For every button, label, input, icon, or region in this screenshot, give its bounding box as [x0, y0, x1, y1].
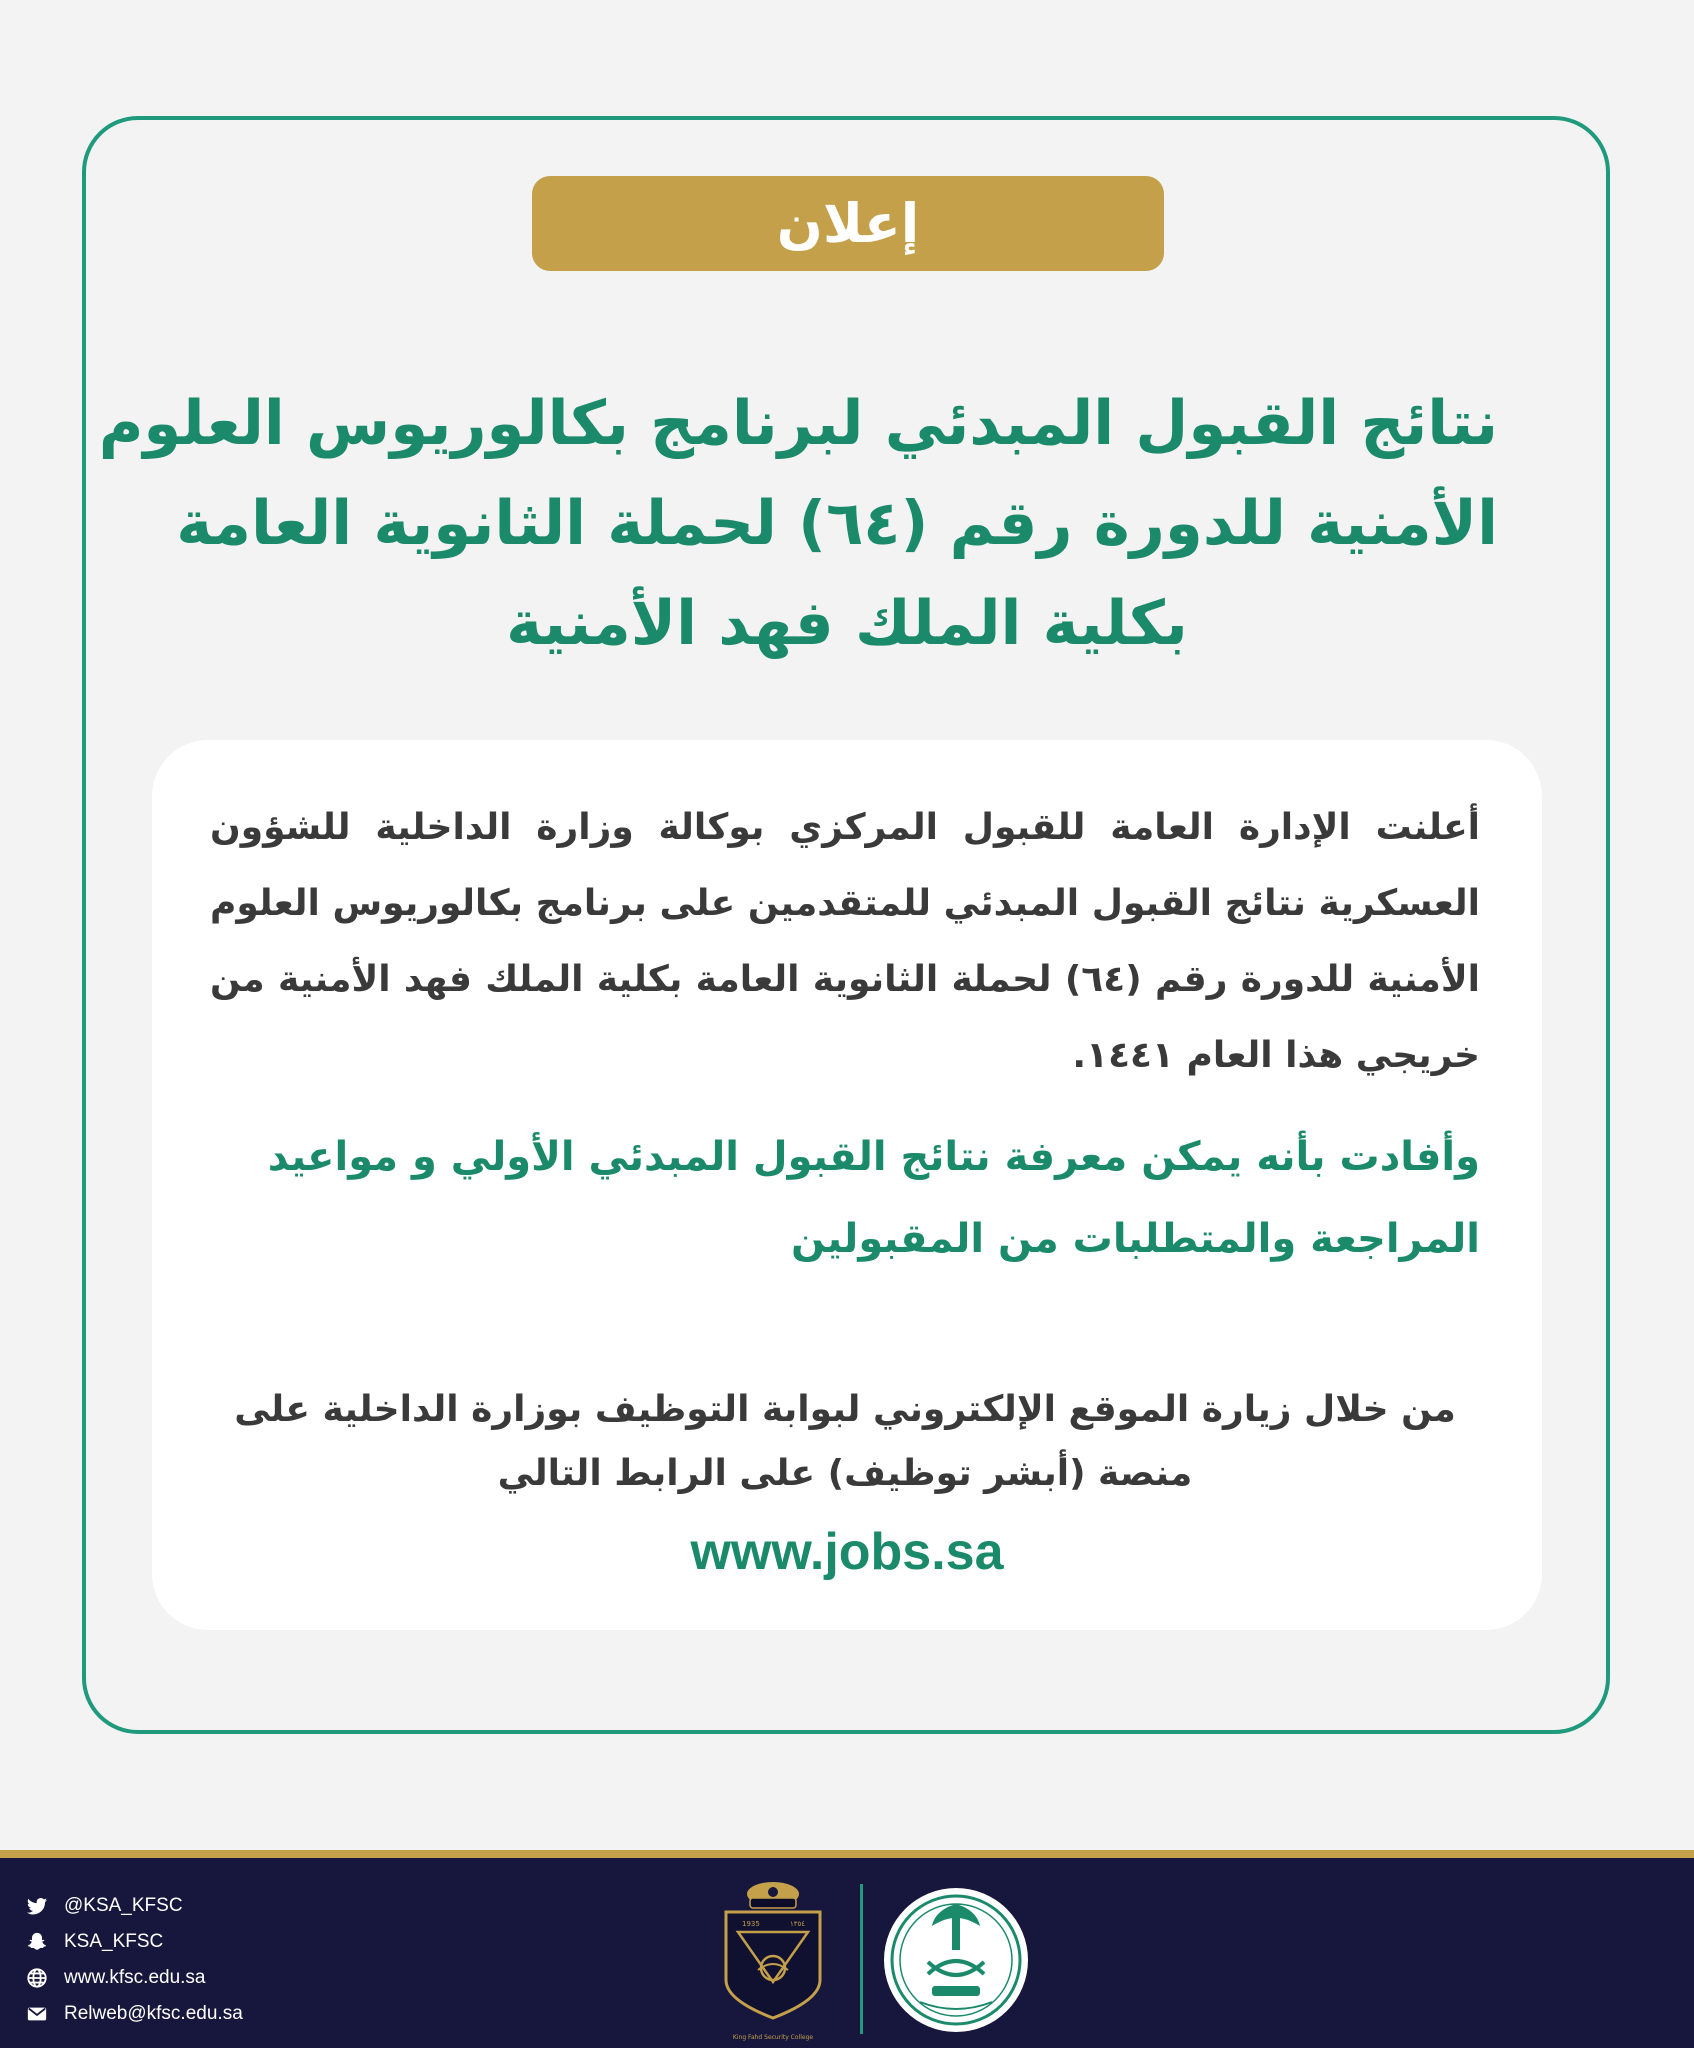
twitter-icon [26, 1895, 48, 1917]
announcement-badge [532, 176, 1164, 271]
contact-twitter[interactable] [26, 1888, 306, 1924]
contact-website[interactable] [26, 1960, 306, 1996]
footer-gold-stripe [0, 1850, 1694, 1858]
logo-divider [860, 1884, 863, 2034]
headline-line-2: الأمنية للدورة رقم (٦٤) لحملة الثانوية العامة [176, 488, 1498, 559]
portal-instructions-paragraph: من خلال زيارة الموقع الإلكتروني لبوابة التوظيف بوزارة الداخلية على منصة (أبشر توظيف) على الرابط التالي [234, 1389, 1456, 1494]
email-icon [26, 2003, 48, 2025]
college-year-right: ١٣٥٤ [790, 1920, 806, 1928]
college-year-left: 1935 [742, 1920, 760, 1928]
announcement-badge-label: إعلان [776, 192, 920, 255]
ministry-emblem [882, 1886, 1030, 2034]
jobs-portal-link[interactable]: www.jobs.sa [690, 1523, 1004, 1581]
contact-email[interactable] [26, 1996, 306, 2032]
snapchat-icon [26, 1931, 48, 1953]
results-info-paragraph: وأفادت بأنه يمكن معرفة نتائج القبول المبدئي الأولي و مواعيد المراجعة والمتطلبات من المقبولين [267, 1134, 1480, 1262]
headline [98, 374, 1498, 674]
contact-email-text: Relweb@kfsc.edu.sa [64, 2003, 243, 2024]
headline-line-1: نتائج القبول المبدئي لبرنامج بكالوريوس العلوم [98, 388, 1498, 459]
globe-icon [26, 1967, 48, 1989]
contact-snapchat[interactable] [26, 1924, 306, 1960]
contact-list [26, 1888, 306, 2032]
headline-line-3: بكلية الملك فهد الأمنية [506, 588, 1188, 659]
contact-twitter-text: @KSA_KFSC [64, 1895, 183, 1916]
contact-snapchat-text: KSA_KFSC [64, 1931, 164, 1952]
announcement-paragraph: أعلنت الإدارة العامة للقبول المركزي بوكالة وزارة الداخلية للشؤون العسكرية نتائج القبول المبدئي للمتقدمين على برنامج بكالوريوس العلوم الأمنية للدورة رقم (٦٤) لحملة الثانوية العامة بكلية الملك فهد الأمنية من خريجي هذا العام ١٤٤١. [210, 807, 1480, 1076]
contact-website-text: www.kfsc.edu.sa [64, 1967, 206, 1988]
college-logo [718, 1872, 828, 2028]
college-logo-name: King Fahd Security College [732, 2034, 814, 2041]
